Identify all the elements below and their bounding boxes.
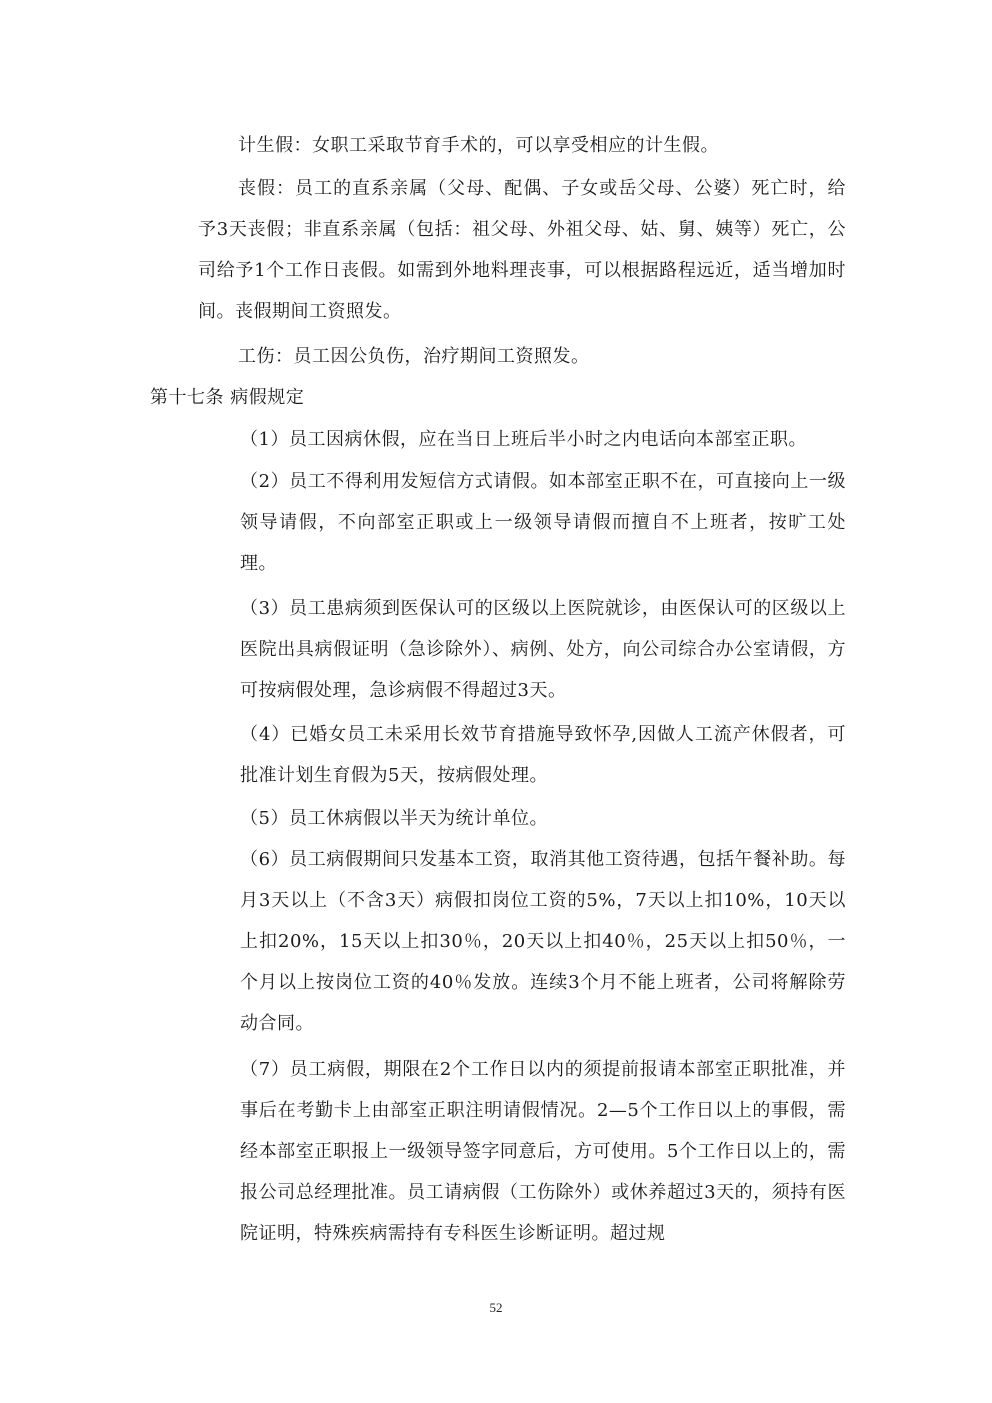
article-17-heading: 第十七条 病假规定 xyxy=(150,387,305,408)
sick-leave-item-7: （7）员工病假，期限在2个工作日以内的须提前报请本部室正职批准，并事后在考勤卡上由部室正职注明请假情况。2—5个工作日以上的事假，需经本部室正职报上一级领导签字同意后，方可使用。5个工作日以上的，需报公司总经理批准。员工请病假（工伤除外）或休养超过3天的，须持有医院证明，特殊疾病需持有专科医生诊断证明。超过规 xyxy=(240,1059,846,1244)
paragraph-work-injury: 工伤：员工因公负伤，治疗期间工资照发。 xyxy=(238,346,590,367)
sick-leave-item-3: （3）员工患病须到医保认可的区级以上医院就诊，由医保认可的区级以上医院出具病假证明（急诊除外）、病例、处方，向公司综合办公室请假，方可按病假处理，急诊病假不得超过3天。 xyxy=(240,598,846,701)
sick-leave-item-6: （6）员工病假期间只发基本工资，取消其他工资待遇，包括午餐补助。每月3天以上（不含3天）病假扣岗位工资的5%，7天以上扣10%，10天以上扣20%，15天以上扣30％，20天以上扣40％，25天以上扣50％，一个月以上按岗位工资的40％发放。连续3个月不能上班者，公司将解除劳动合同。 xyxy=(240,849,846,1034)
sick-leave-item-5: （5）员工休病假以半天为统计单位。 xyxy=(240,808,548,829)
paragraph-family-planning-leave: 计生假：女职工采取节育手术的，可以享受相应的计生假。 xyxy=(238,135,719,156)
page-number: 52 xyxy=(489,1300,503,1315)
sick-leave-item-2: （2）员工不得利用发短信方式请假。如本部室正职不在，可直接向上一级领导请假，不向部室正职或上一级领导请假而擅自不上班者，按旷工处理。 xyxy=(240,471,846,574)
paragraph-bereavement-leave: 丧假：员工的直系亲属（父母、配偶、子女或岳父母、公婆）死亡时，给予3天丧假；非直系亲属（包括：祖父母、外祖父母、姑、舅、姨等）死亡，公司给予1个工作日丧假。如需到外地料理丧事，可以根据路程远近，适当增加时间。丧假期间工资照发。 xyxy=(198,178,846,322)
sick-leave-item-4: （4）已婚女员工未采用长效节育措施导致怀孕,因做人工流产休假者，可批准计划生育假为5天，按病假处理。 xyxy=(240,724,846,786)
sick-leave-item-1: （1）员工因病休假，应在当日上班后半小时之内电话向本部室正职。 xyxy=(240,429,807,450)
